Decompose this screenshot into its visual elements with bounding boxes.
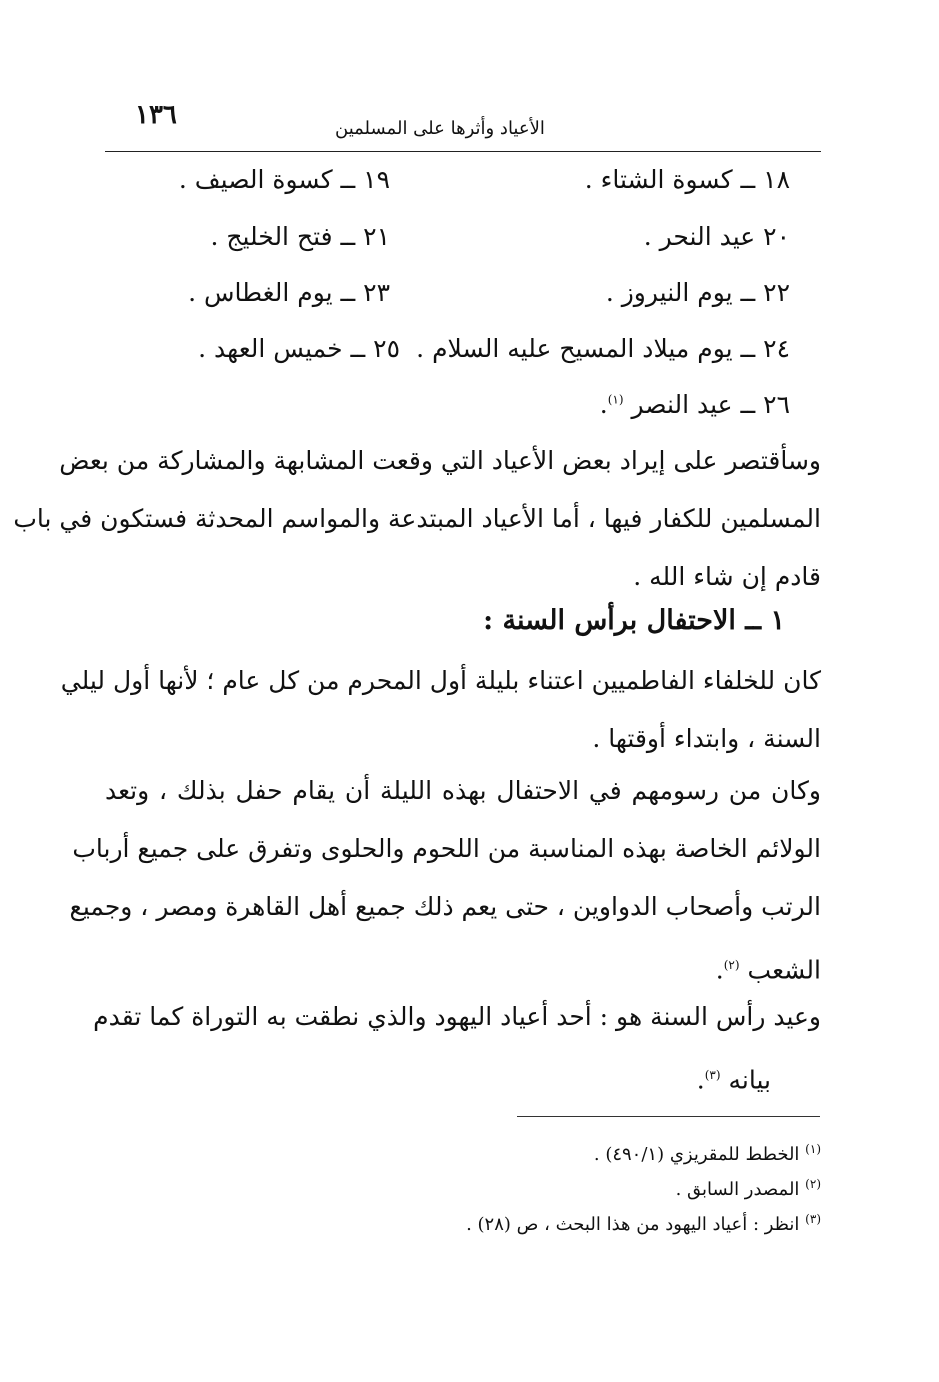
footnote-marker: (١) — [805, 1142, 821, 1156]
section-heading: ١ ــ الاحتفال برأس السنة : — [483, 605, 785, 636]
page-header — [105, 100, 821, 152]
paragraph-line-end: . — [696, 1065, 705, 1095]
footnote-reference: (٢) — [723, 958, 740, 972]
enumeration-item: ٢٤ ــ يوم ميلاد المسيح عليه السلام . — [416, 334, 790, 363]
footnote-reference: (٣) — [704, 1068, 721, 1082]
paragraph-line-end: . — [715, 955, 724, 985]
paragraph-line: وسأقتصر على إيراد بعض الأعياد التي وقعت المشابهة والمشاركة من بعض — [59, 446, 821, 475]
footnote — [105, 1132, 821, 1167]
enumeration-item: ١٨ ــ كسوة الشتاء . — [584, 165, 790, 194]
footnote — [105, 1167, 821, 1202]
enumeration-row — [150, 222, 790, 262]
paragraph-line — [105, 936, 821, 994]
enumeration-item: ٢١ ــ فتح الخليج . — [210, 222, 390, 251]
paragraph-line-text: الشعب — [747, 955, 821, 985]
paragraph-line: وعيد رأس السنة هو : أحد أعياد اليهود والذي نطقت به التوراة كما تقدم — [93, 1002, 821, 1031]
enumeration-item: ٢٢ ــ يوم النيروز . — [605, 278, 790, 307]
enumeration-item: ٢٣ ــ يوم الغطاس . — [188, 278, 390, 307]
paragraph-line: وكان من رسومهم في الاحتفال بهذه الليلة أن يقام حفل بذلك ، وتعد — [105, 776, 821, 805]
footnote-marker: (٢) — [805, 1177, 821, 1191]
enumeration-row — [150, 390, 790, 430]
enumeration-item-end: . — [599, 390, 608, 419]
enumeration-row — [150, 278, 790, 318]
paragraph-line: الرتب وأصحاب الدواوين ، حتى يعم ذلك جميع أهل القاهرة ومصر ، وجميع — [69, 892, 821, 921]
header-rule — [105, 151, 821, 152]
footnote — [105, 1202, 821, 1237]
enumeration-item: ١٩ ــ كسوة الصيف . — [178, 165, 390, 194]
footnote-text: الخطط للمقريزي (٤٩٠/١) . — [593, 1144, 800, 1165]
footnote-rule — [517, 1116, 820, 1117]
footnote-reference: (١) — [607, 392, 624, 407]
running-title: الأعياد وأثرها على المسلمين — [335, 118, 545, 139]
enumeration-row — [150, 165, 790, 205]
page-number: ١٣٦ — [135, 100, 177, 130]
footnote-marker: (٣) — [805, 1212, 821, 1226]
paragraph-3 — [93, 988, 821, 1104]
paragraph-line: قادم إن شاء الله . — [633, 562, 821, 591]
enumeration-item: ٢٠ عيد النحر . — [643, 222, 790, 251]
footnote-text: انظر : أعياد اليهود من هذا البحث ، ص (٢٨) . — [466, 1214, 800, 1235]
enumeration-item: ٢٥ ــ خميس العهد . — [198, 334, 400, 363]
paragraph-line: المسلمين للكفار فيها ، أما الأعياد المبتدعة والمواسم المحدثة فستكون في باب — [13, 504, 821, 533]
paragraph-1 — [60, 652, 821, 768]
paragraph-line: السنة ، وابتداء أوقتها . — [592, 724, 821, 753]
paragraph-2 — [69, 762, 821, 994]
footnote-text: المصدر السابق . — [675, 1179, 800, 1200]
paragraph-line: كان للخلفاء الفاطميين اعتناء بليلة أول المحرم من كل عام ؛ لأنها أول ليلي — [60, 666, 821, 695]
enumeration-item — [600, 390, 790, 419]
intro-paragraph — [13, 432, 821, 606]
enumeration-row — [150, 334, 790, 374]
paragraph-line-text: بيانه — [728, 1065, 771, 1095]
paragraph-line — [105, 1046, 821, 1104]
paragraph-line: الولائم الخاصة بهذه المناسبة من اللحوم والحلوى وتفرق على جميع أرباب — [72, 834, 821, 863]
enumeration-item-text: ٢٦ ــ عيد النصر — [631, 390, 790, 419]
footnotes — [105, 1132, 821, 1237]
